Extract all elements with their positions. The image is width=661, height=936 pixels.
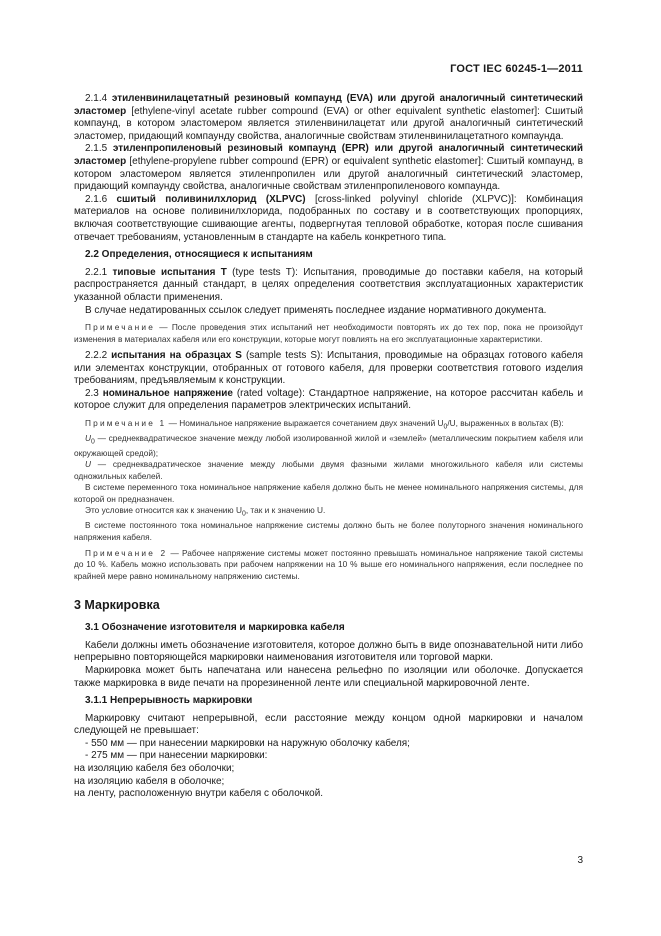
- para-2-1-5: 2.1.5 этиленпропиленовый резиновый компаунд (EPR) или другой аналогичный синтетический эластомер [ethylene-propylene rubber compound (EPR) or equivalent synthetic elastomer]: Сшитый компаунд, в котором эластомером является этиленпропилен или другой аналогичный синтетический эластомер, придающий компаунду свойства, аналогичные свойствам этиленпропиленового компаунда.: [74, 143, 583, 193]
- list-item: - 550 мм — при нанесении маркировки на наружную оболочку кабеля;: [85, 737, 410, 749]
- running-header: ГОСТ IEC 60245-1—2011: [450, 63, 583, 75]
- heading-3-1: 3.1 Обозначение изготовителя и маркировка кабеля: [85, 622, 345, 634]
- term-xlpvc: сшитый поливинилхлорид (XLPVC): [116, 193, 306, 205]
- marking-distance-list: [74, 738, 583, 801]
- note-1-dc: В системе постоянного тока номинальное напряжение системы должно быть не более полуторного значения номинального напряжения кабеля.: [74, 520, 583, 542]
- list-item: на изоляцию кабеля в оболочке;: [74, 775, 225, 787]
- para-2-1-4: 2.1.4 этиленвинилацетатный резиновый компаунд (EVA) или другой аналогичный синтетический эластомер [ethylene-vinyl acetate rubber compound (EVA) or other equivalent synthetic elastomer]: Сшитый компаунд, в котором эластомером является этиленвинилацетат или другой аналогичный синтетический эластомер, придающий компаунду свойства, аналогичные свойствам этиленвинилацетатного компаунда.: [74, 93, 583, 142]
- note-2: Примечание 2 — Рабочее напряжение системы может постоянно превышать номинальное напряжение такой системы до 10 %. Кабель можно использовать при рабочем напряжении на 10 % выше его номинального напряжения, если последнее по крайней мере равно номинальному напряжению системы.: [74, 547, 584, 581]
- term-sample-tests: испытания на образцах S: [111, 349, 242, 361]
- para-2-2-1: 2.2.1 типовые испытания Т (type tests T): Испытания, проводимые до поставки кабеля, на который распространяется данный стандарт, в целях определения соответствия эксплуатационных характеристик указанной области применения.: [74, 266, 583, 303]
- heading-3-1-1: 3.1.1 Непрерывность маркировки: [85, 695, 253, 707]
- page-content: [74, 93, 583, 801]
- section-3-title: 3 Маркировка: [74, 598, 160, 613]
- heading-2-2: 2.2 Определения, относящиеся к испытаниям: [85, 249, 313, 261]
- note-1-ac: В системе переменного тока номинальное напряжение кабеля должно быть не менее номинального напряжения системы, для которой он предназначен.: [74, 482, 583, 504]
- para-2-3: 2.3 номинальное напряжение (rated voltage): Стандартное напряжение, на которое рассчитан кабель и которое служит для определения параметров электрических испытаний.: [74, 387, 584, 412]
- term-type-tests: типовые испытания Т: [112, 266, 227, 278]
- note-1-condition: Это условие относится как к значению $U_0$, так и к значению U.: [85, 505, 326, 518]
- list-item: на изоляцию кабеля без оболочки;: [74, 763, 235, 775]
- page-number: 3: [577, 855, 583, 866]
- para-2-2-2: 2.2.2 испытания на образцах S (sample tests S): Испытания, проводимые на образцах готового кабеля или элементах конструкции, отобранных от готового кабеля, для проверки соответствия готового изделия требованиям, предъявляемым к конструкции.: [74, 349, 583, 387]
- term-rated-voltage: номинальное напряжение: [102, 387, 233, 399]
- note-1-u: U — среднеквадратическое значение между любыми двумя фазными жилами многожильного кабеля или системы одножильных кабелей.: [74, 459, 583, 481]
- term-eva: этиленвинилацетатный резиновый компаунд (EVA) или другой аналогичный синтетический эластомер: [74, 93, 583, 117]
- note-1: Примечание 1 — Номинальное напряжение выражается сочетанием двух значений $U_0/U$, выраженных в вольтах (В):: [85, 417, 564, 431]
- para-3-1-a: Кабели должны иметь обозначение изготовителя, которое должно быть в виде опознавательной нити либо непрерывно повторяющейся маркировки наименования изготовителя или торговой марки.: [74, 639, 583, 664]
- list-item: - 275 мм — при нанесении маркировки:: [85, 750, 268, 762]
- para-3-1-b: Маркировка может быть напечатана или нанесена рельефно по изоляции или оболочке. Допускается также маркировка в виде печати на прорезиненной ленте или специальной маркировочной ленте.: [74, 664, 583, 689]
- note-1-u0: $U_0$ — среднеквадратическое значение между любой изолированной жилой и «землей» (металлическим покрытием кабеля или окружающей средой);: [74, 432, 583, 458]
- note-2-2-1: Примечание — После проведения этих испытаний нет необходимости повторять их до тех пор, пока не произойдут изменения в материалах кабеля или его конструкции, которые могут повлиять на его эксплуатационные характеристики.: [74, 322, 583, 344]
- para-2-2-1-refs: В случае недатированных ссылок следует применять последнее издание нормативного документа.: [85, 304, 547, 316]
- para-2-1-6: 2.1.6 сшитый поливинилхлорид (XLPVC) [cross-linked polyvinyl chloride (XLPVC)]: Комбинация материалов на основе поливинилхлорида, подобранных по составу и в соответствующих пропорциях, включая соответствующие сшивающие агенты, подвергнутая тепловой обработке, которая после сшивания отвечает требованиям, установленным в стандарте на кабель конкретного типа.: [74, 193, 583, 243]
- list-item: на ленту, расположенную внутри кабеля с оболочкой.: [74, 788, 324, 800]
- para-3-1-1: Маркировку считают непрерывной, если расстояние между концом одной маркировки и началом следующей не превышает:: [74, 712, 583, 737]
- term-epr: этиленпропиленовый резиновый компаунд (EPR) или другой аналогичный синтетический эластомер: [74, 143, 583, 167]
